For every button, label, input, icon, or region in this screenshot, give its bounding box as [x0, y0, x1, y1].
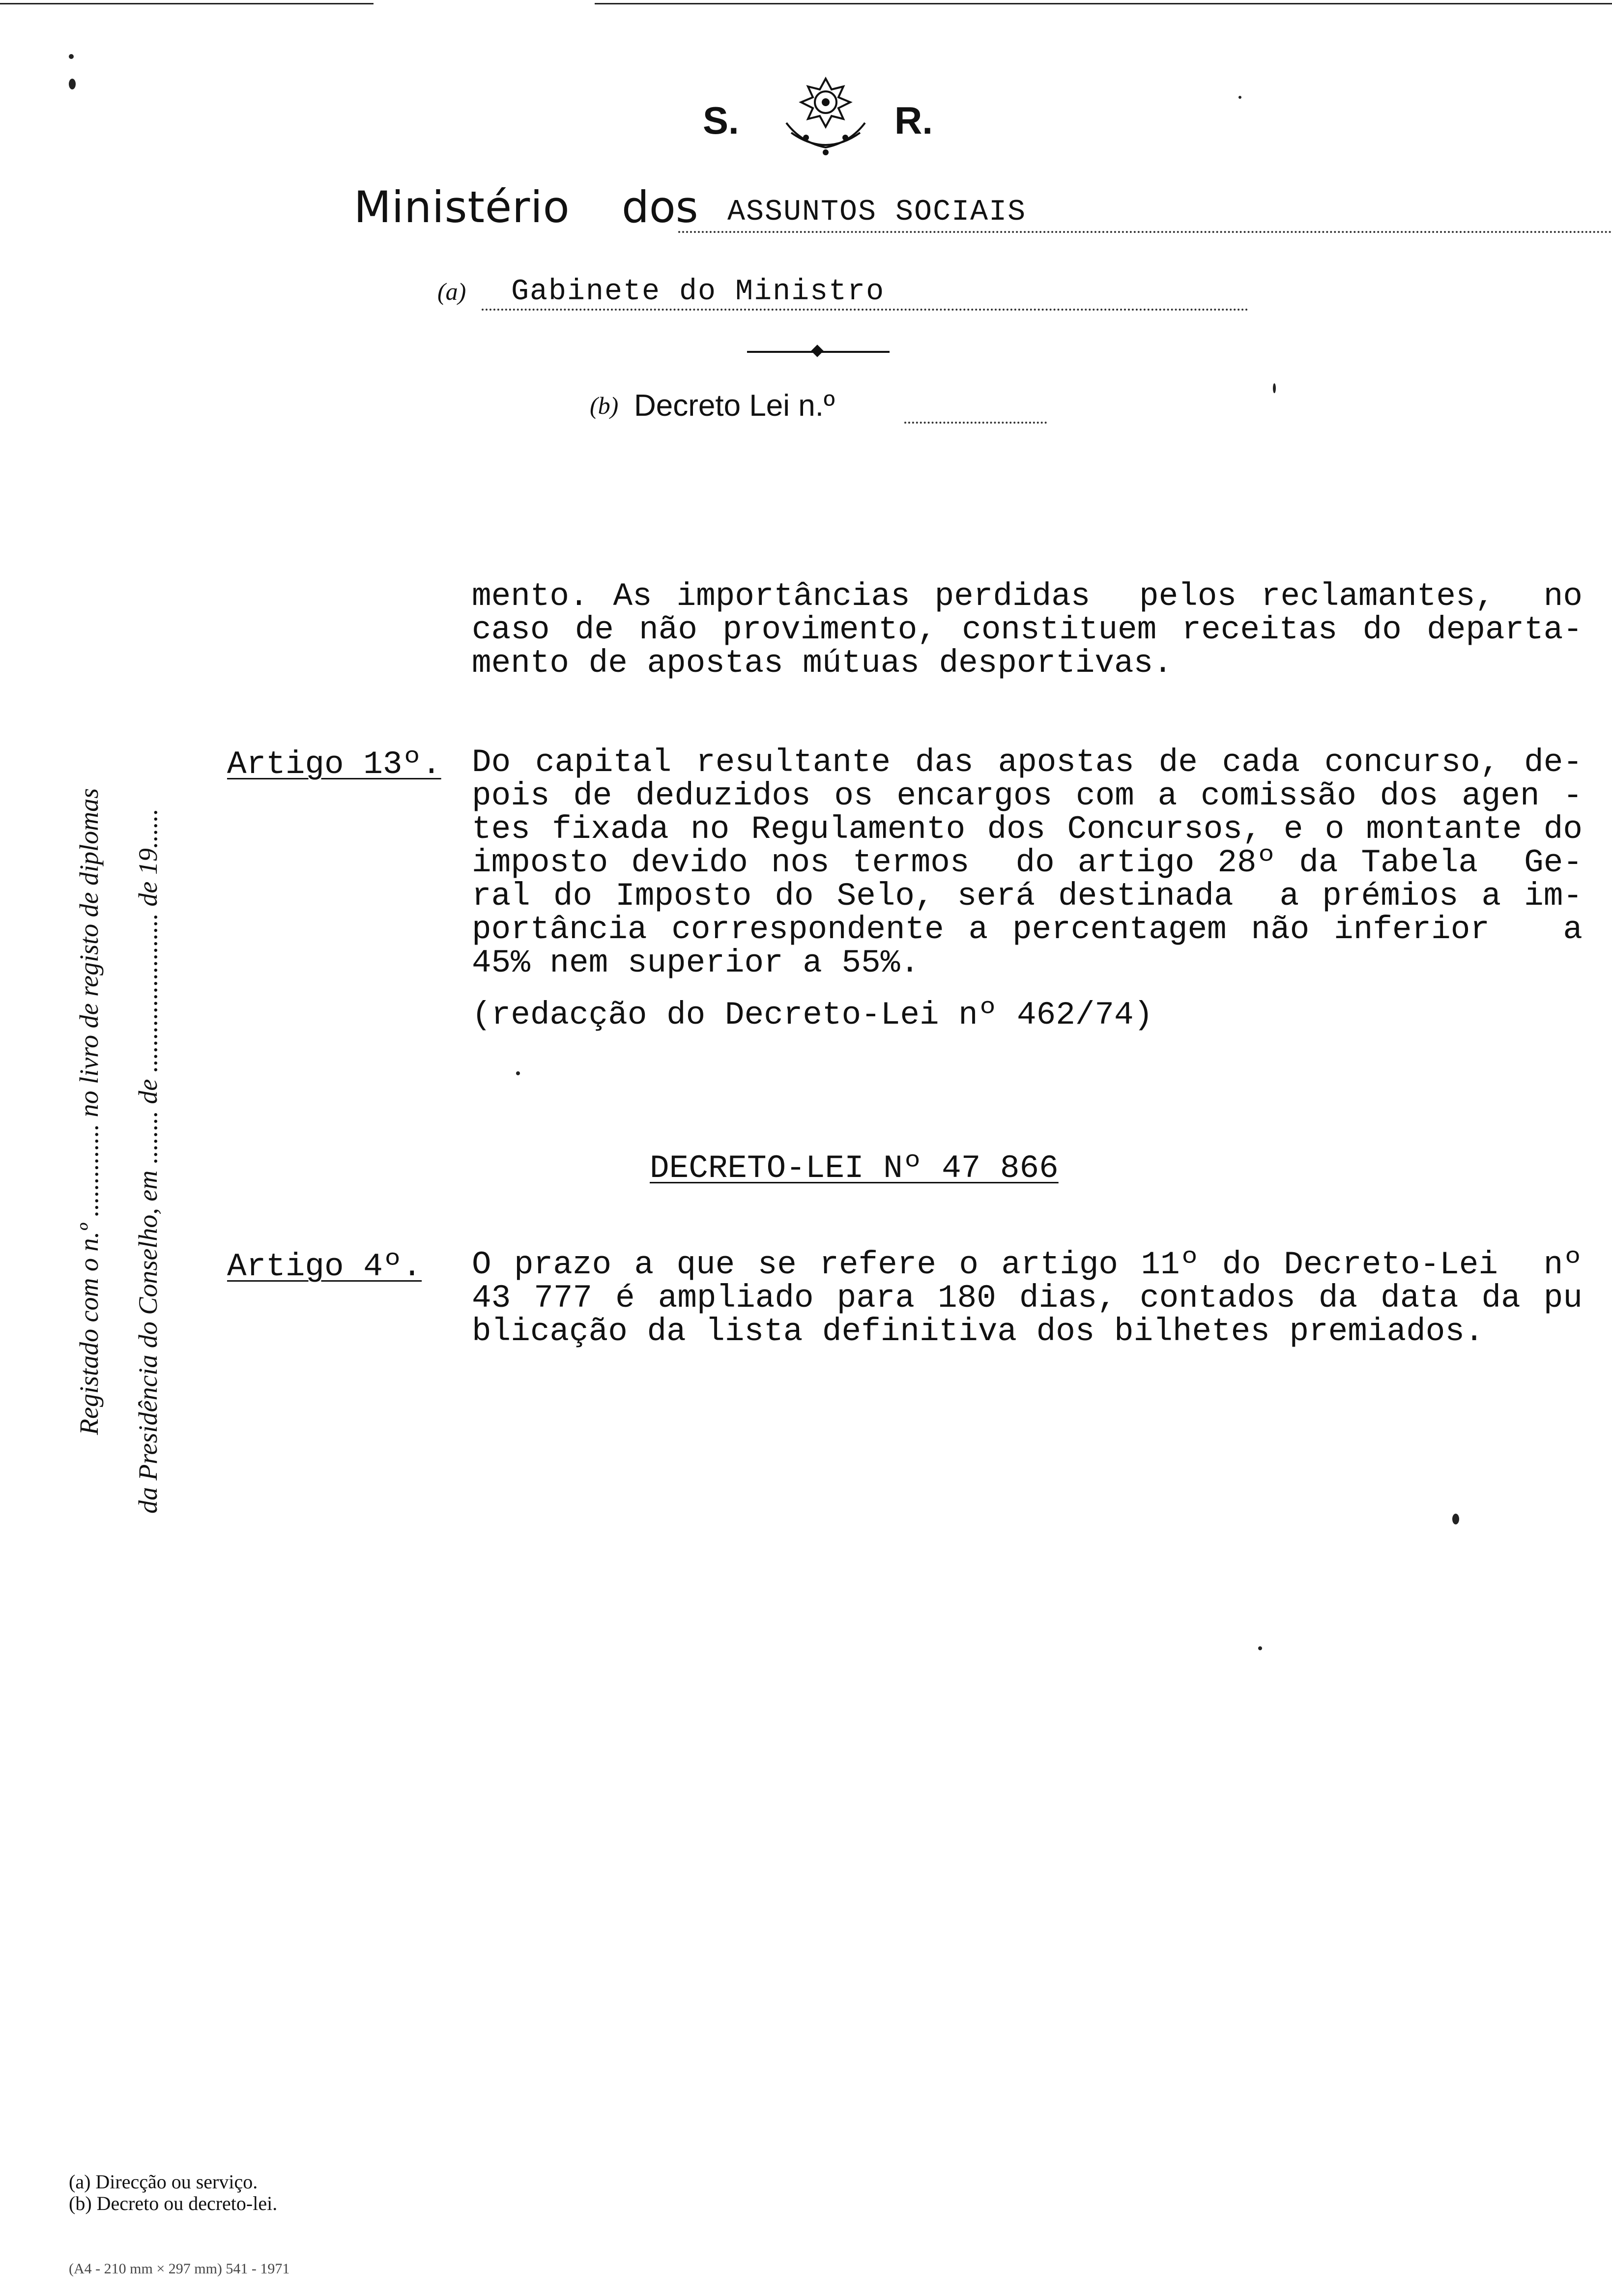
article-13-label: Artigo 13º. — [227, 746, 441, 783]
scan-speck — [1273, 383, 1276, 393]
text-line: imposto devido nos termos do artigo 28º da Tabela Ge- — [472, 844, 1583, 881]
footnote-b: (b) Decreto ou decreto-lei. — [69, 2192, 278, 2214]
text-line: O prazo a que se refere o artigo 11º do Decreto-Lei nº — [472, 1246, 1583, 1283]
letterhead-emblem — [698, 74, 953, 172]
footnote-marker-b: (b) — [590, 392, 619, 419]
ministry-preposition: dos — [622, 182, 698, 232]
scan-speck — [516, 1071, 520, 1075]
ministry-name: ASSUNTOS SOCIAIS — [727, 196, 1027, 229]
department-dotted-line — [482, 309, 1248, 311]
text-line: Do capital resultante das apostas de cada concurso, de- — [472, 744, 1583, 781]
text-line: 43 777 é ampliado para 180 dias, contados da data da pu — [472, 1280, 1583, 1317]
ministry-label: Ministério — [354, 182, 570, 232]
text-line: 45% nem superior a 55%. — [472, 945, 920, 981]
s-letter: S. — [703, 99, 739, 142]
text-line: ral do Imposto do Selo, será destinada a prémios a im- — [472, 878, 1583, 915]
footnote-a: (a) Direcção ou serviço. — [69, 2171, 258, 2193]
text-line: portância correspondente a percentagem não inferior a — [472, 911, 1583, 948]
scan-speck — [1258, 1646, 1262, 1650]
scan-speck — [1452, 1514, 1459, 1524]
intro-paragraph — [472, 580, 1583, 680]
diamond-icon — [811, 344, 823, 357]
decree-type: Decreto Lei n.º — [634, 389, 835, 423]
scan-speck — [69, 54, 74, 59]
header-divider — [747, 346, 890, 356]
article-4-label: Artigo 4º. — [227, 1248, 422, 1285]
top-edge-line — [0, 3, 374, 4]
top-edge-line — [595, 3, 1612, 4]
text-line: mento de apostas mútuas desportivas. — [472, 645, 1173, 682]
text-line: pois de deduzidos os encargos com a comissão dos agen - — [472, 777, 1583, 814]
text-line: mento. As importâncias perdidas pelos reclamantes, no — [472, 578, 1583, 615]
amendment-note: (redacção do Decreto-Lei nº 462/74) — [472, 997, 1153, 1033]
scan-speck — [69, 79, 76, 89]
coat-of-arms-icon — [772, 74, 880, 157]
article-4-text — [472, 1248, 1583, 1349]
print-code: (A4 - 210 mm × 297 mm) 541 - 1971 — [69, 2261, 290, 2277]
registration-date-note: da Presidência do Conselho, em ........ de ........................ de 19...... — [133, 808, 163, 1514]
decree-heading: DECRETO-LEI Nº 47 866 — [650, 1150, 1059, 1187]
text-line: blicação da lista definitiva dos bilhetes premiados. — [472, 1313, 1484, 1350]
department-name: Gabinete do Ministro — [511, 275, 885, 309]
decree-number-line — [590, 388, 1081, 432]
ministry-dotted-line — [678, 231, 1612, 233]
decree-number-dotted-line — [904, 422, 1047, 424]
footnote-marker-a: (a) — [437, 278, 466, 305]
r-letter: R. — [894, 99, 933, 142]
registration-note: Registado com o n.º .............. no livro de registo de diplomas — [74, 788, 104, 1435]
text-line: caso de não provimento, constituem receitas do departa- — [472, 611, 1583, 648]
department-line — [437, 275, 1204, 319]
text-line: tes fixada no Regulamento dos Concursos, e o montante do — [472, 811, 1583, 848]
article-13-text — [472, 746, 1583, 980]
scan-speck — [1238, 96, 1241, 99]
ministry-line — [354, 182, 1288, 241]
